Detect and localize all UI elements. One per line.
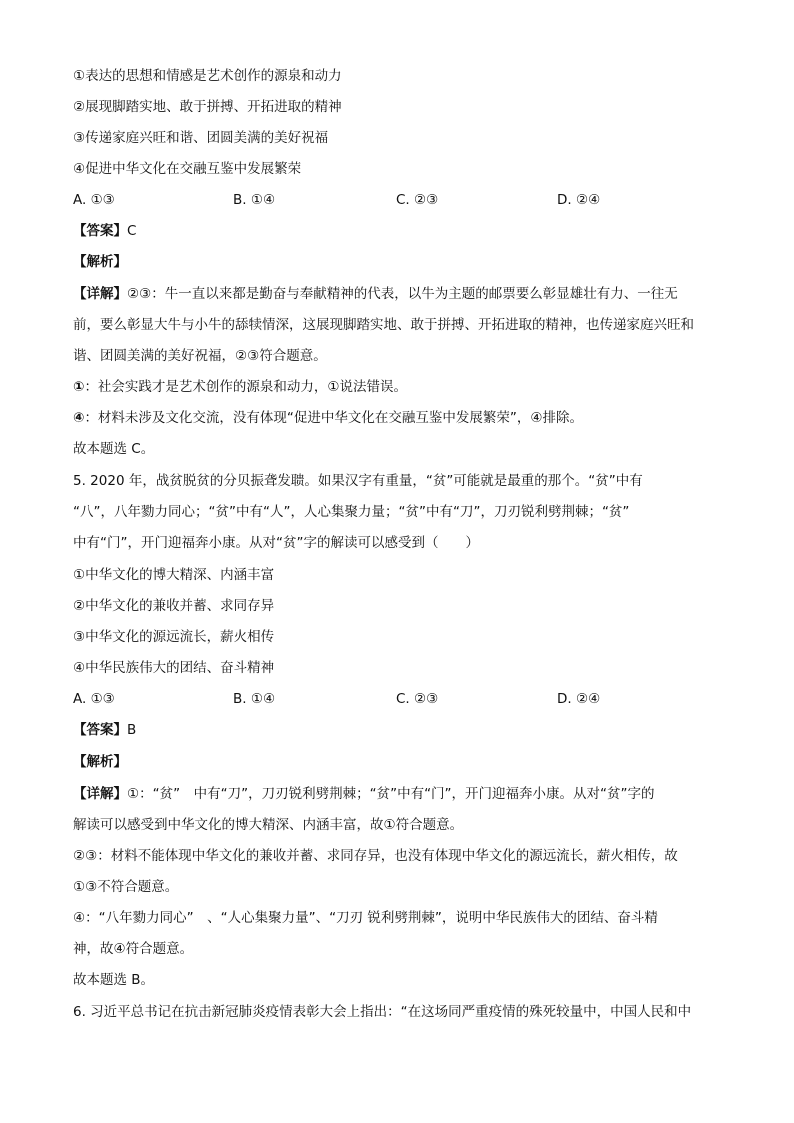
q5-analysis-label: 【解析】 [73,754,127,770]
q5-statement-4: ④中华民族伟大的团结、奋斗精神 [73,660,275,676]
q4-statement-2: ②展现脚踏实地、敢于拼搏、开拓进取的精神 [73,99,342,115]
q5-detail-line-4: ①③不符合题意。 [73,879,179,895]
q5-statement-3: ③中华文化的源远流长，薪火相传 [73,629,275,645]
q4-option-d: D. ②④ [557,192,601,208]
q4-note-2: ④：材料未涉及文化交流，没有体现“促进中华文化在交融互鉴中发展繁荣”，④排除。 [73,410,584,426]
q5-detail-line-1: 【详解】①：“贫” 中有“刀”，刀刃锐利劈荆棘；“贫”中有“门”，开门迎福奔小康。从对“贫”字的 [73,786,655,802]
q5-option-c: C. ②③ [396,691,439,707]
q5-answer [73,720,733,740]
q6-stem-line-1: 6. 习近平总书记在抗击新冠肺炎疫情表彰大会上指出：“在这场同严重疫情的殊死较量中，中国人民和中 [73,1004,692,1020]
q4-option-b: B. ①④ [233,192,276,208]
detail-label: 【详解】 [73,786,127,802]
q4-detail-line-1: 【详解】②③：牛一直以来都是勤奋与奉献精神的代表，以牛为主题的邮票要么彰显雄壮有力、一往无 [73,286,678,302]
q4-statement-1: ①表达的思想和情感是艺术创作的源泉和动力 [73,68,342,84]
q4-statement-4: ④促进中华文化在交融互鉴中发展繁荣 [73,161,302,177]
answer-value: B [127,722,137,738]
q5-stem-line-2: “八”，八年勠力同心；“贫”中有“人”，人心集聚力量；“贫”中有“刀”，刀刃锐利劈荆棘；“贫” [73,504,630,520]
q5-detail-line-6: 神，故④符合题意。 [73,941,194,957]
answer-label: 【答案】 [73,722,127,738]
q5-detail-line-2: 解读可以感受到中华文化的博大精深、内涵丰富，故①符合题意。 [73,817,464,833]
q4-detail-line-3: 谐、团圆美满的美好祝福，②③符合题意。 [73,348,327,364]
answer-value: C [127,223,137,239]
q4-conclusion: 故本题选 C。 [73,441,155,457]
q5-stem-line-1: 5. 2020 年，战贫脱贫的分贝振聋发聩。如果汉字有重量，“贫”可能就是最重的那个。“贫”中有 [73,473,643,489]
q5-conclusion: 故本题选 B。 [73,972,155,988]
answer-label: 【答案】 [73,223,127,239]
q5-option-d: D. ②④ [557,691,601,707]
q5-detail-line-5: ④：“八年勠力同心” 、“人心集聚力量”、“刀刃 锐利劈荆棘”，说明中华民族伟大的团结、奋斗精 [73,910,658,926]
q5-statement-1: ①中华文化的博大精深、内涵丰富 [73,567,275,583]
q4-analysis-label: 【解析】 [73,254,127,270]
q4-detail-line-2: 前，要么彰显大牛与小牛的舔犊情深，这展现脚踏实地、敢于拼搏、开拓进取的精神，也传递家庭兴旺和 [73,317,694,333]
q4-option-a: A. ①③ [73,192,115,208]
detail-label: 【详解】 [73,286,127,302]
q5-statement-2: ②中华文化的兼收并蓄、求同存异 [73,598,275,614]
q5-option-b: B. ①④ [233,691,276,707]
q4-option-c: C. ②③ [396,192,439,208]
q4-note-1: ①：社会实践才是艺术创作的源泉和动力，①说法错误。 [73,379,408,395]
q5-detail-line-3: ②③：材料不能体现中华文化的兼收并蓄、求同存异，也没有体现中华文化的源远流长，薪火相传，故 [73,848,678,864]
q5-option-a: A. ①③ [73,691,115,707]
q5-stem-line-3: 中有“门”，开门迎福奔小康。从对“贫”字的解读可以感受到（ ） [73,535,479,551]
q4-answer [73,221,733,241]
q4-statement-3: ③传递家庭兴旺和谐、团圆美满的美好祝福 [73,130,329,146]
